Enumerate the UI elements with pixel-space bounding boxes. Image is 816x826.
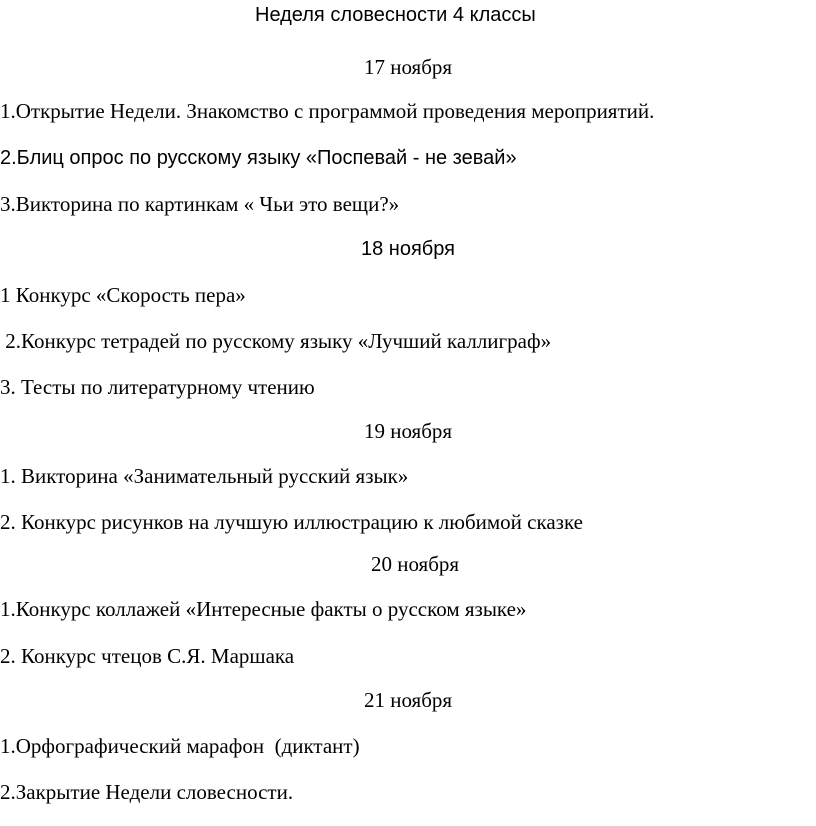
list-item: 1.Открытие Недели. Знакомство с программой проведения мероприятий. (0, 99, 655, 123)
list-item: 1. Викторина «Занимательный русский язык» (0, 464, 409, 488)
list-item: 1.Конкурс коллажей «Интересные факты о русском языке» (0, 597, 527, 621)
list-item: 1.Орфографический марафон (диктант) (0, 734, 360, 758)
document-title: Неделя словесности 4 классы (255, 4, 536, 26)
list-item: 2.Закрытие Недели словесности. (0, 780, 294, 804)
list-item: 2. Конкурс чтецов С.Я. Маршака (0, 644, 295, 668)
day-date: 21 ноября (363, 688, 453, 712)
list-item: 2.Блиц опрос по русскому языку «Поспевай - не зевай» (0, 147, 517, 169)
day-date: 19 ноября (363, 419, 453, 443)
day-date: 17 ноября (363, 55, 453, 79)
day-date: 18 ноября (361, 238, 455, 260)
list-item: 3. Тесты по литературному чтению (0, 375, 315, 399)
list-item: 2.Конкурс тетрадей по русскому языку «Лучший каллиграф» (0, 329, 552, 353)
day-date: 20 ноября (370, 552, 460, 576)
list-item: 2. Конкурс рисунков на лучшую иллюстрацию к любимой сказке (0, 510, 583, 534)
list-item: 1 Конкурс «Скорость пера» (0, 283, 246, 307)
list-item: 3.Викторина по картинкам « Чьи это вещи?» (0, 192, 400, 216)
